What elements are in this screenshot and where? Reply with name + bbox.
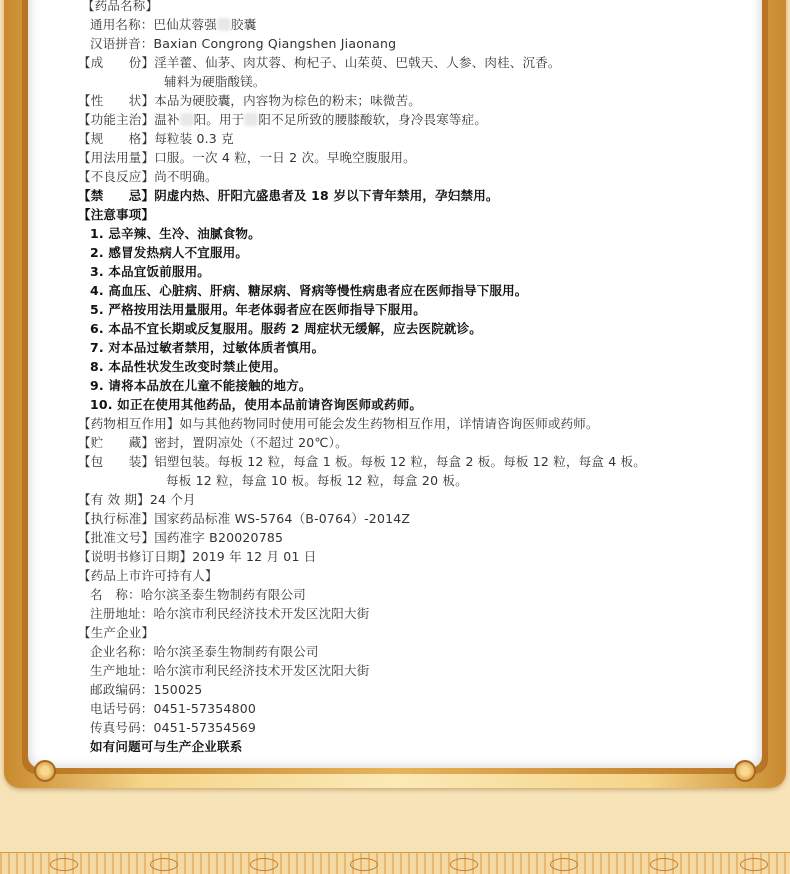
- cloud-ornament-icon: [250, 858, 278, 871]
- approval-number-line: 【批准文号】国药准字 B20020785: [78, 530, 284, 545]
- packaging-line-continued: 每板 12 粒，每盒 10 板。每板 12 粒，每盒 20 板。: [166, 473, 468, 488]
- cloud-ornament-icon: [740, 858, 768, 871]
- contact-note-line: 如有问题可与生产企业联系: [90, 739, 243, 754]
- precaution-item: 8. 本品性状发生改变时禁止使用。: [90, 359, 287, 374]
- cloud-ornament-icon: [550, 858, 578, 871]
- fax-line: 传真号码：0451-57354569: [90, 720, 257, 735]
- dosage-line: 【用法用量】口服。一次 4 粒，一日 2 次。早晚空腹服用。: [78, 150, 416, 165]
- manufacturer-heading: 【生产企业】: [78, 625, 155, 640]
- ingredients-line: 【成 份】淫羊藿、仙茅、肉苁蓉、枸杞子、山茱萸、巴戟天、人参、肉桂、沉香。: [78, 55, 561, 70]
- precaution-item: 10. 如正在使用其他药品，使用本品前请咨询医师或药师。: [90, 397, 423, 412]
- cloud-ornament-icon: [450, 858, 478, 871]
- interactions-line: 【药物相互作用】如与其他药物同时使用可能会发生药物相互作用，详情请咨询医师或药师。: [78, 416, 599, 431]
- redacted-mark: [180, 113, 194, 126]
- frame-corner-ornament-left: [34, 760, 56, 782]
- precaution-item: 4. 高血压、心脏病、肝病、糖尿病、肾病等慢性病患者应在医师指导下服用。: [90, 283, 528, 298]
- frame-corner-ornament-right: [734, 760, 756, 782]
- precautions-heading: 【注意事项】: [78, 207, 155, 222]
- indications-line: 【功能主治】温补 阳。用于 阳不足所致的腰膝酸软，身冷畏寒等症。: [78, 112, 488, 127]
- precaution-item: 3. 本品宜饭前服用。: [90, 264, 210, 279]
- adverse-reactions-line: 【不良反应】尚不明确。: [78, 169, 218, 184]
- precaution-item: 6. 本品不宜长期或反复服用。服药 2 周症状无缓解，应去医院就诊。: [90, 321, 483, 336]
- precaution-item: 9. 请将本品放在儿童不能接触的地方。: [90, 378, 312, 393]
- pinyin-line: 汉语拼音：Baxian Congrong Qiangshen Jiaonang: [90, 36, 397, 51]
- revision-date-line: 【说明书修订日期】2019 年 12 月 01 日: [78, 549, 317, 564]
- redacted-mark: [217, 18, 231, 31]
- manufacturer-name-line: 企业名称：哈尔滨圣泰生物制药有限公司: [90, 644, 319, 659]
- section-drug-name-heading: 【药品名称】: [82, 0, 159, 13]
- precaution-item: 5. 严格按用法用量服用。年老体弱者应在医师指导下服用。: [90, 302, 426, 317]
- specification-line: 【规 格】每粒装 0.3 克: [78, 131, 234, 146]
- manufacturer-address-line: 生产地址：哈尔滨市利民经济技术开发区沈阳大街: [90, 663, 370, 678]
- redacted-mark: [244, 113, 258, 126]
- license-holder-heading: 【药品上市许可持有人】: [78, 568, 218, 583]
- precaution-item: 2. 感冒发热病人不宜服用。: [90, 245, 249, 260]
- precaution-item: 7. 对本品过敏者禁用，过敏体质者慎用。: [90, 340, 325, 355]
- storage-line: 【贮 藏】密封，置阴凉处（不超过 20℃）。: [78, 435, 348, 450]
- contraindications-line: 【禁 忌】阴虚内热、肝阳亢盛患者及 18 岁以下青年禁用，孕妇禁用。: [78, 188, 499, 203]
- precaution-item: 1. 忌辛辣、生冷、油腻食物。: [90, 226, 261, 241]
- cloud-ornament-icon: [50, 858, 78, 871]
- generic-name-line: 通用名称：巴仙苁蓉强 胶囊: [90, 17, 257, 32]
- decorative-bottom-border: [0, 852, 790, 874]
- cloud-ornament-icon: [650, 858, 678, 871]
- excipient-line: 辅料为硬脂酸镁。: [164, 74, 266, 89]
- drug-leaflet: [78, 0, 738, 756]
- cloud-ornament-icon: [350, 858, 378, 871]
- holder-name-line: 名 称：哈尔滨圣泰生物制药有限公司: [90, 587, 306, 602]
- phone-line: 电话号码：0451-57354800: [90, 701, 257, 716]
- expiry-line: 【有 效 期】24 个月: [78, 492, 196, 507]
- holder-address-line: 注册地址：哈尔滨市利民经济技术开发区沈阳大街: [90, 606, 370, 621]
- packaging-line: 【包 装】铝塑包装。每板 12 粒，每盒 1 板。每板 12 粒，每盒 2 板。每板 12 粒，每盒 4 板。: [78, 454, 646, 469]
- cloud-ornament-icon: [150, 858, 178, 871]
- appearance-line: 【性 状】本品为硬胶囊，内容物为棕色的粉末；味微苦。: [78, 93, 421, 108]
- standard-line: 【执行标准】国家药品标准 WS-5764（B-0764）-2014Z: [78, 511, 411, 526]
- postal-code-line: 邮政编码：150025: [90, 682, 203, 697]
